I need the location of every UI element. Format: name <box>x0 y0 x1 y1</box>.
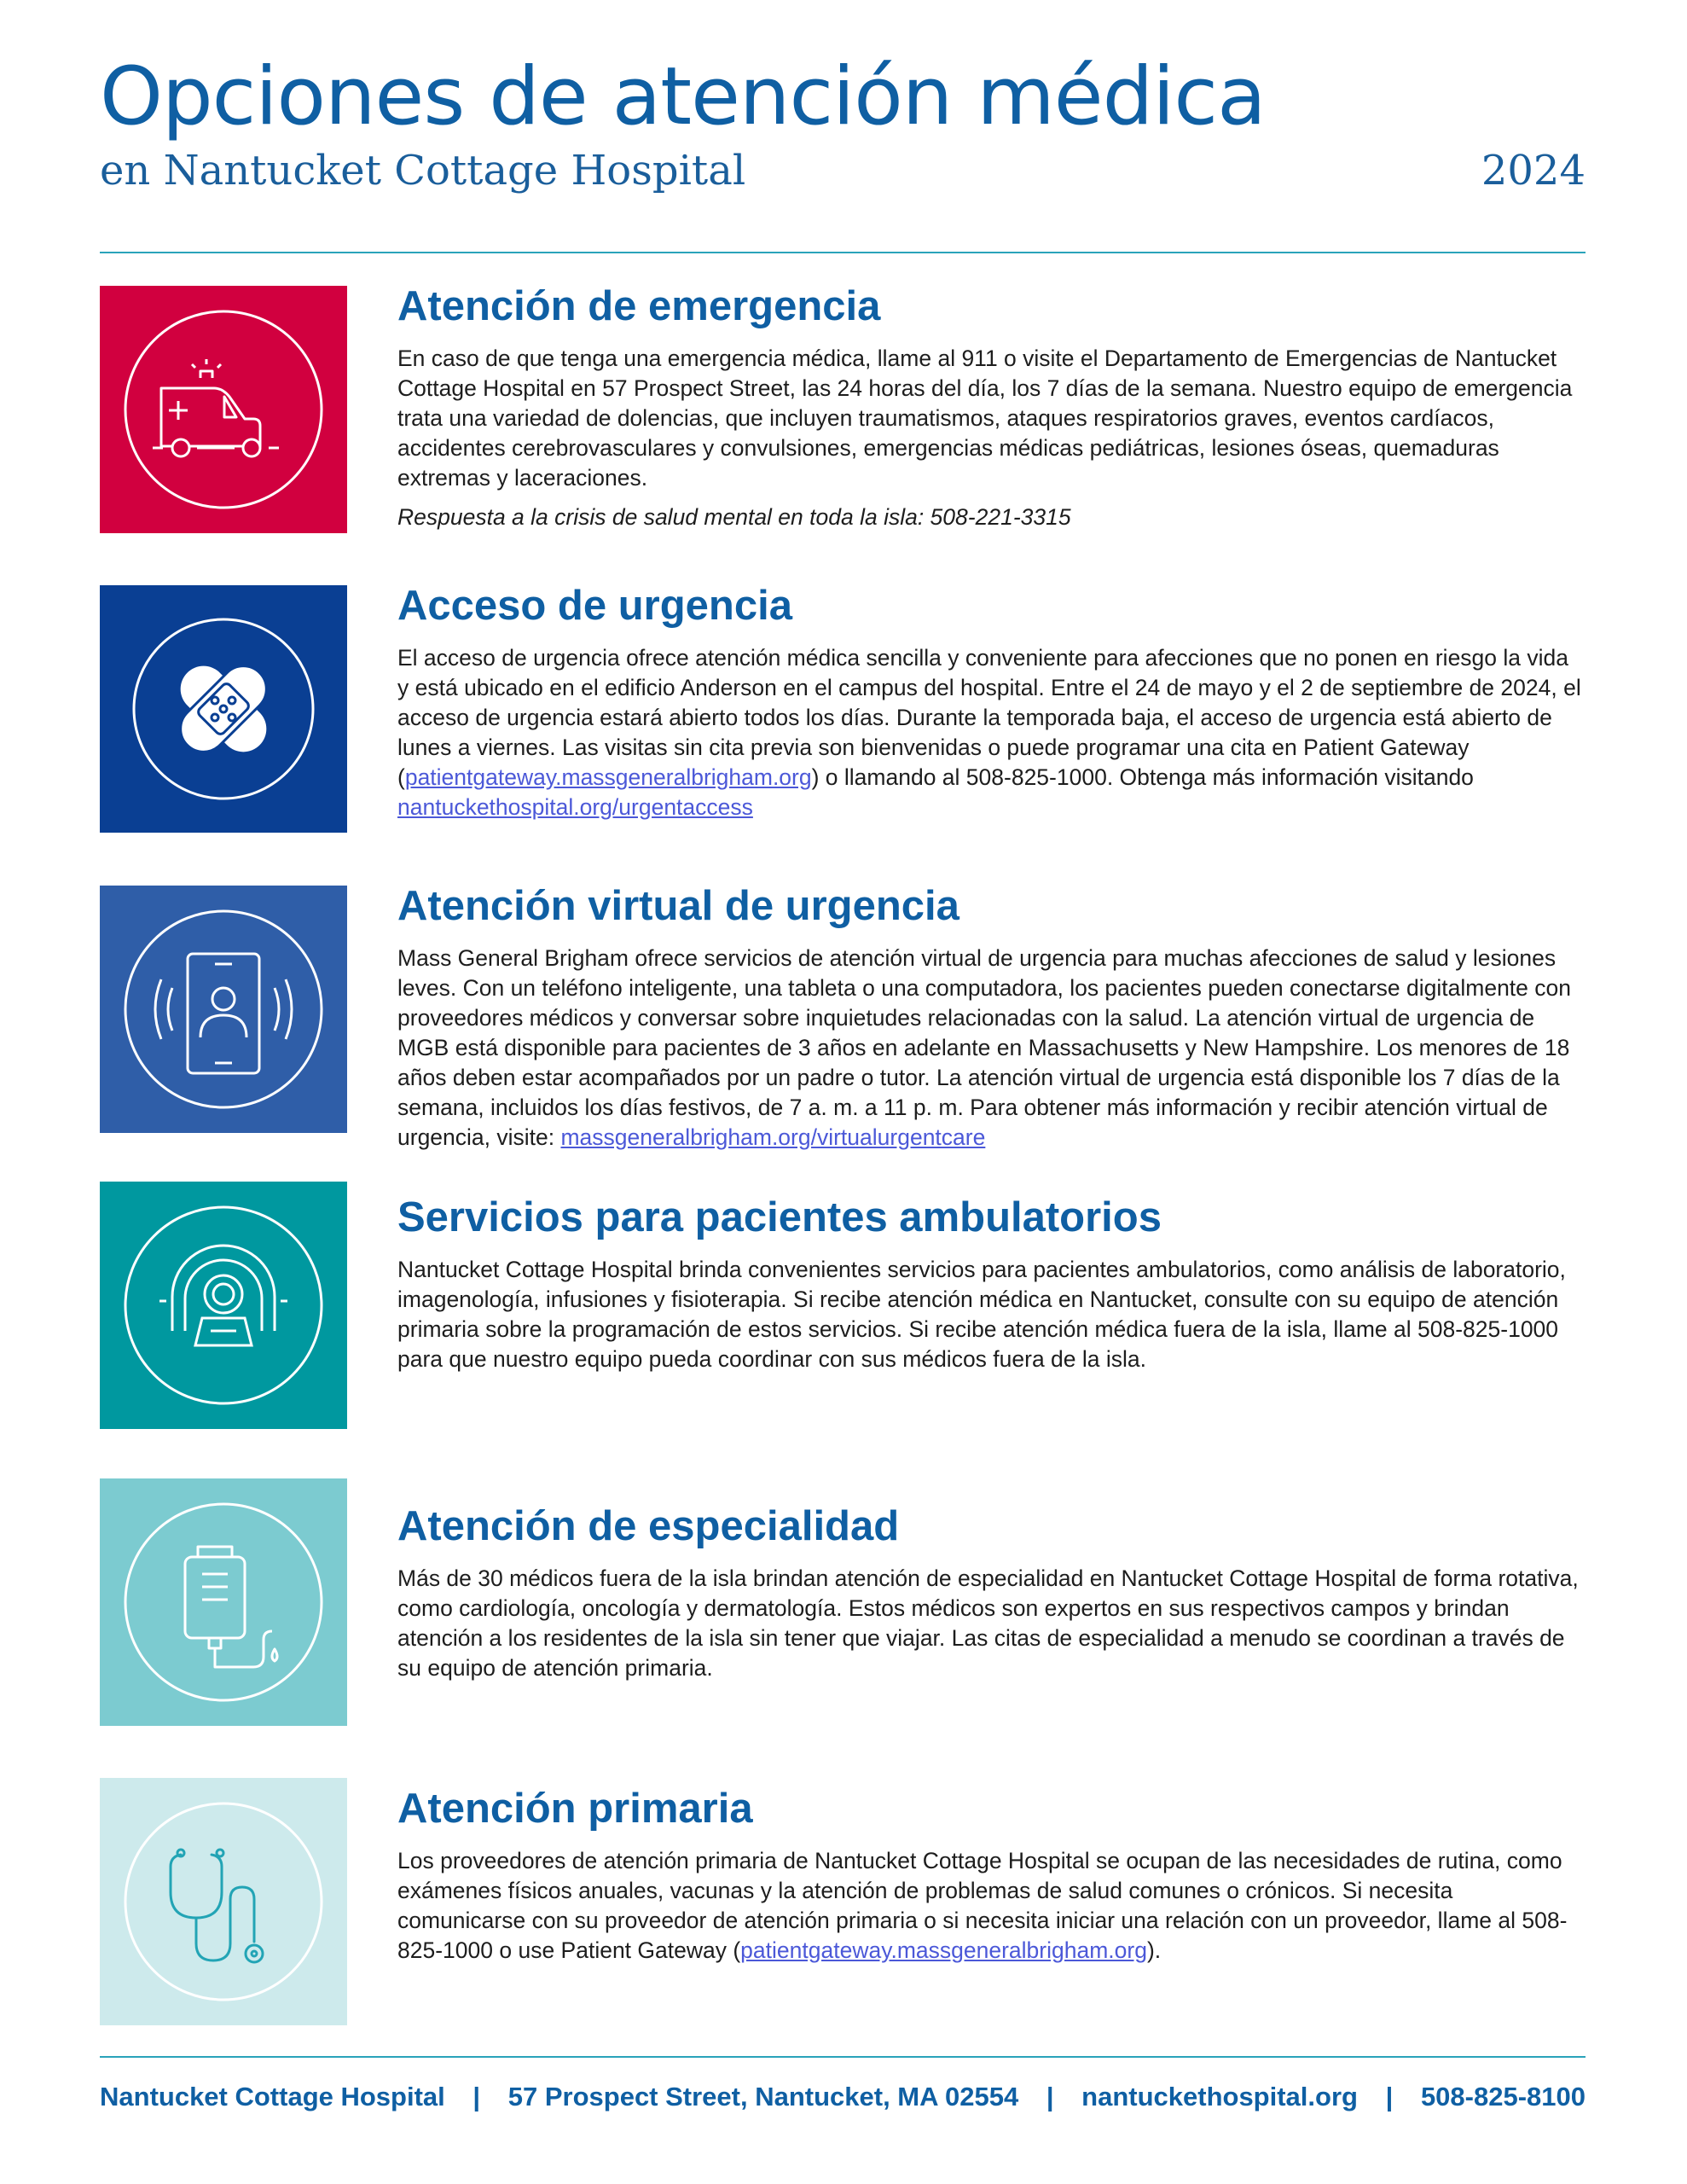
phone-video-icon <box>100 886 347 1133</box>
page-footer <box>100 2082 1586 2112</box>
section-title: Atención virtual de urgencia <box>397 883 959 929</box>
ambulance-icon <box>100 286 347 533</box>
footer-separator: | <box>1046 2082 1054 2111</box>
footer-hospital-name: Nantucket Cottage Hospital <box>100 2082 445 2111</box>
footer-separator: | <box>1385 2082 1394 2111</box>
section-title: Servicios para pacientes ambulatorios <box>397 1194 1162 1240</box>
section-body <box>397 944 1586 1153</box>
section-title: Atención de emergencia <box>397 283 881 329</box>
urgent-access-link[interactable]: nantuckethospital.org/urgentaccess <box>397 793 753 820</box>
subtitle-row <box>100 147 1586 195</box>
section-primary-care <box>100 1778 1586 2025</box>
section-title: Atención de especialidad <box>397 1503 900 1549</box>
iv-bag-icon <box>100 1478 347 1726</box>
stethoscope-icon <box>100 1778 347 2025</box>
mental-health-crisis-note: Respuesta a la crisis de salud mental en toda la isla: 508-221-3315 <box>397 503 1071 530</box>
mri-scanner-icon <box>100 1182 347 1429</box>
footer-separator: | <box>472 2082 481 2111</box>
section-virtual-urgent-care <box>100 883 1586 1150</box>
section-body-text: ) o llamando al 508-825-1000. Obtenga más información visitando <box>811 764 1474 790</box>
section-outpatient-services <box>100 1182 1586 1429</box>
page-year: 2024 <box>1481 147 1586 195</box>
section-body-text: El acceso de urgencia ofrece atención médica sencilla y conveniente para afecciones que no ponen en riesgo la vida y está ubicado en el edificio Anderson en el campus del hospital. Entre el 24 de mayo y el 2 de septiembre de 2024, el acceso de urgencia estará abierto todos los días. Durante la temporada baja, el acceso de urgencia está abierto de lunes a viernes. Las visitas sin cita previa son bienvenidas o puede programar una cita en Patient Gateway ( <box>397 644 1581 790</box>
section-urgent-access <box>100 585 1586 833</box>
footer-phone: 508-825-8100 <box>1420 2082 1586 2111</box>
section-body-text: Los proveedores de atención primaria de Nantucket Cottage Hospital se ocupan de las necesidades de rutina, como exámenes físicos anuales, vacunas y la atención de problemas de salud comunes o crónicos. Si necesita comunicarse con su proveedor de atención primaria o si necesita iniciar una relación con un proveedor, llame al 508-825-1000 o use Patient Gateway ( <box>397 1847 1568 1963</box>
section-body: En caso de que tenga una emergencia médica, llame al 911 o visite el Departamento de Emergencias de Nantucket Cottage Hospital en 57 Prospect Street, las 24 horas del día, los 7 días de la semana. Nuestro equipo de emergencia trata una variedad de dolencias, que incluyen traumatismos, ataques respiratorios graves, eventos cardíacos, accidentes cerebrovasculares y convulsiones, emergencias médicas pediátricas, lesiones óseas, quemaduras extremas y laceraciones. <box>397 345 1573 491</box>
section-body: Más de 30 médicos fuera de la isla brindan atención de especialidad en Nantucket Cottage Hospital de forma rotativa, como cardiología, oncología y dermatología. Estos médicos son expertos en sus respectivos campos y brindan atención a los residentes de la isla sin tener que viajar. Las citas de especialidad a menudo se coordinan a través de su equipo de atención primaria. <box>397 1565 1579 1681</box>
page-title: Opciones de atención médica <box>100 50 1266 143</box>
footer-website-link[interactable]: nantuckethospital.org <box>1081 2082 1358 2111</box>
section-body-text: Mass General Brigham ofrece servicios de atención virtual de urgencia para muchas afecciones de salud y lesiones leves. Con un teléfono inteligente, una tableta o una computadora, los pacientes pueden conectarse digitalmente con proveedores médicos y conversar sobre inquietudes relacionadas con la salud. La atención virtual de urgencia de MGB está disponible para pacientes de 3 años en adelante en Massachusetts y New Hampshire. Los menores de 18 años deben estar acompañados por un padre o tutor. La atención virtual de urgencia está disponible los 7 días de la semana, incluidos los días festivos, de 7 a. m. a 11 p. m. Para obtener más información y recibir atención virtual de urgencia, visite: <box>397 944 1571 1150</box>
section-body <box>397 643 1586 822</box>
footer-address: 57 Prospect Street, Nantucket, MA 02554 <box>507 2082 1019 2111</box>
bandage-icon <box>100 585 347 833</box>
header-divider <box>100 252 1586 253</box>
section-body: Nantucket Cottage Hospital brinda convenientes servicios para pacientes ambulatorios, como análisis de laboratorio, imagenología, infusiones y fisioterapia. Si recibe atención médica en Nantucket, consulte con su equipo de atención primaria sobre la programación de estos servicios. Si recibe atención médica fuera de la isla, llame al 508-825-1000 para que nuestro equipo pueda coordinar con sus médicos fuera de la isla. <box>397 1256 1566 1372</box>
section-emergency <box>100 283 1586 533</box>
section-body <box>397 1846 1586 1966</box>
section-title: Atención primaria <box>397 1786 753 1832</box>
virtual-urgent-care-link[interactable]: massgeneralbrigham.org/virtualurgentcare <box>560 1124 986 1150</box>
patient-gateway-link[interactable]: patientgateway.massgeneralbrigham.org <box>404 764 812 790</box>
page-header <box>100 51 1586 195</box>
section-specialty-care <box>100 1478 1586 1726</box>
section-body-text: ). <box>1146 1937 1162 1963</box>
page-subtitle: en Nantucket Cottage Hospital <box>100 147 746 195</box>
patient-gateway-link[interactable]: patientgateway.massgeneralbrigham.org <box>740 1937 1147 1963</box>
footer-divider <box>100 2056 1586 2058</box>
section-title: Acceso de urgencia <box>397 583 792 629</box>
